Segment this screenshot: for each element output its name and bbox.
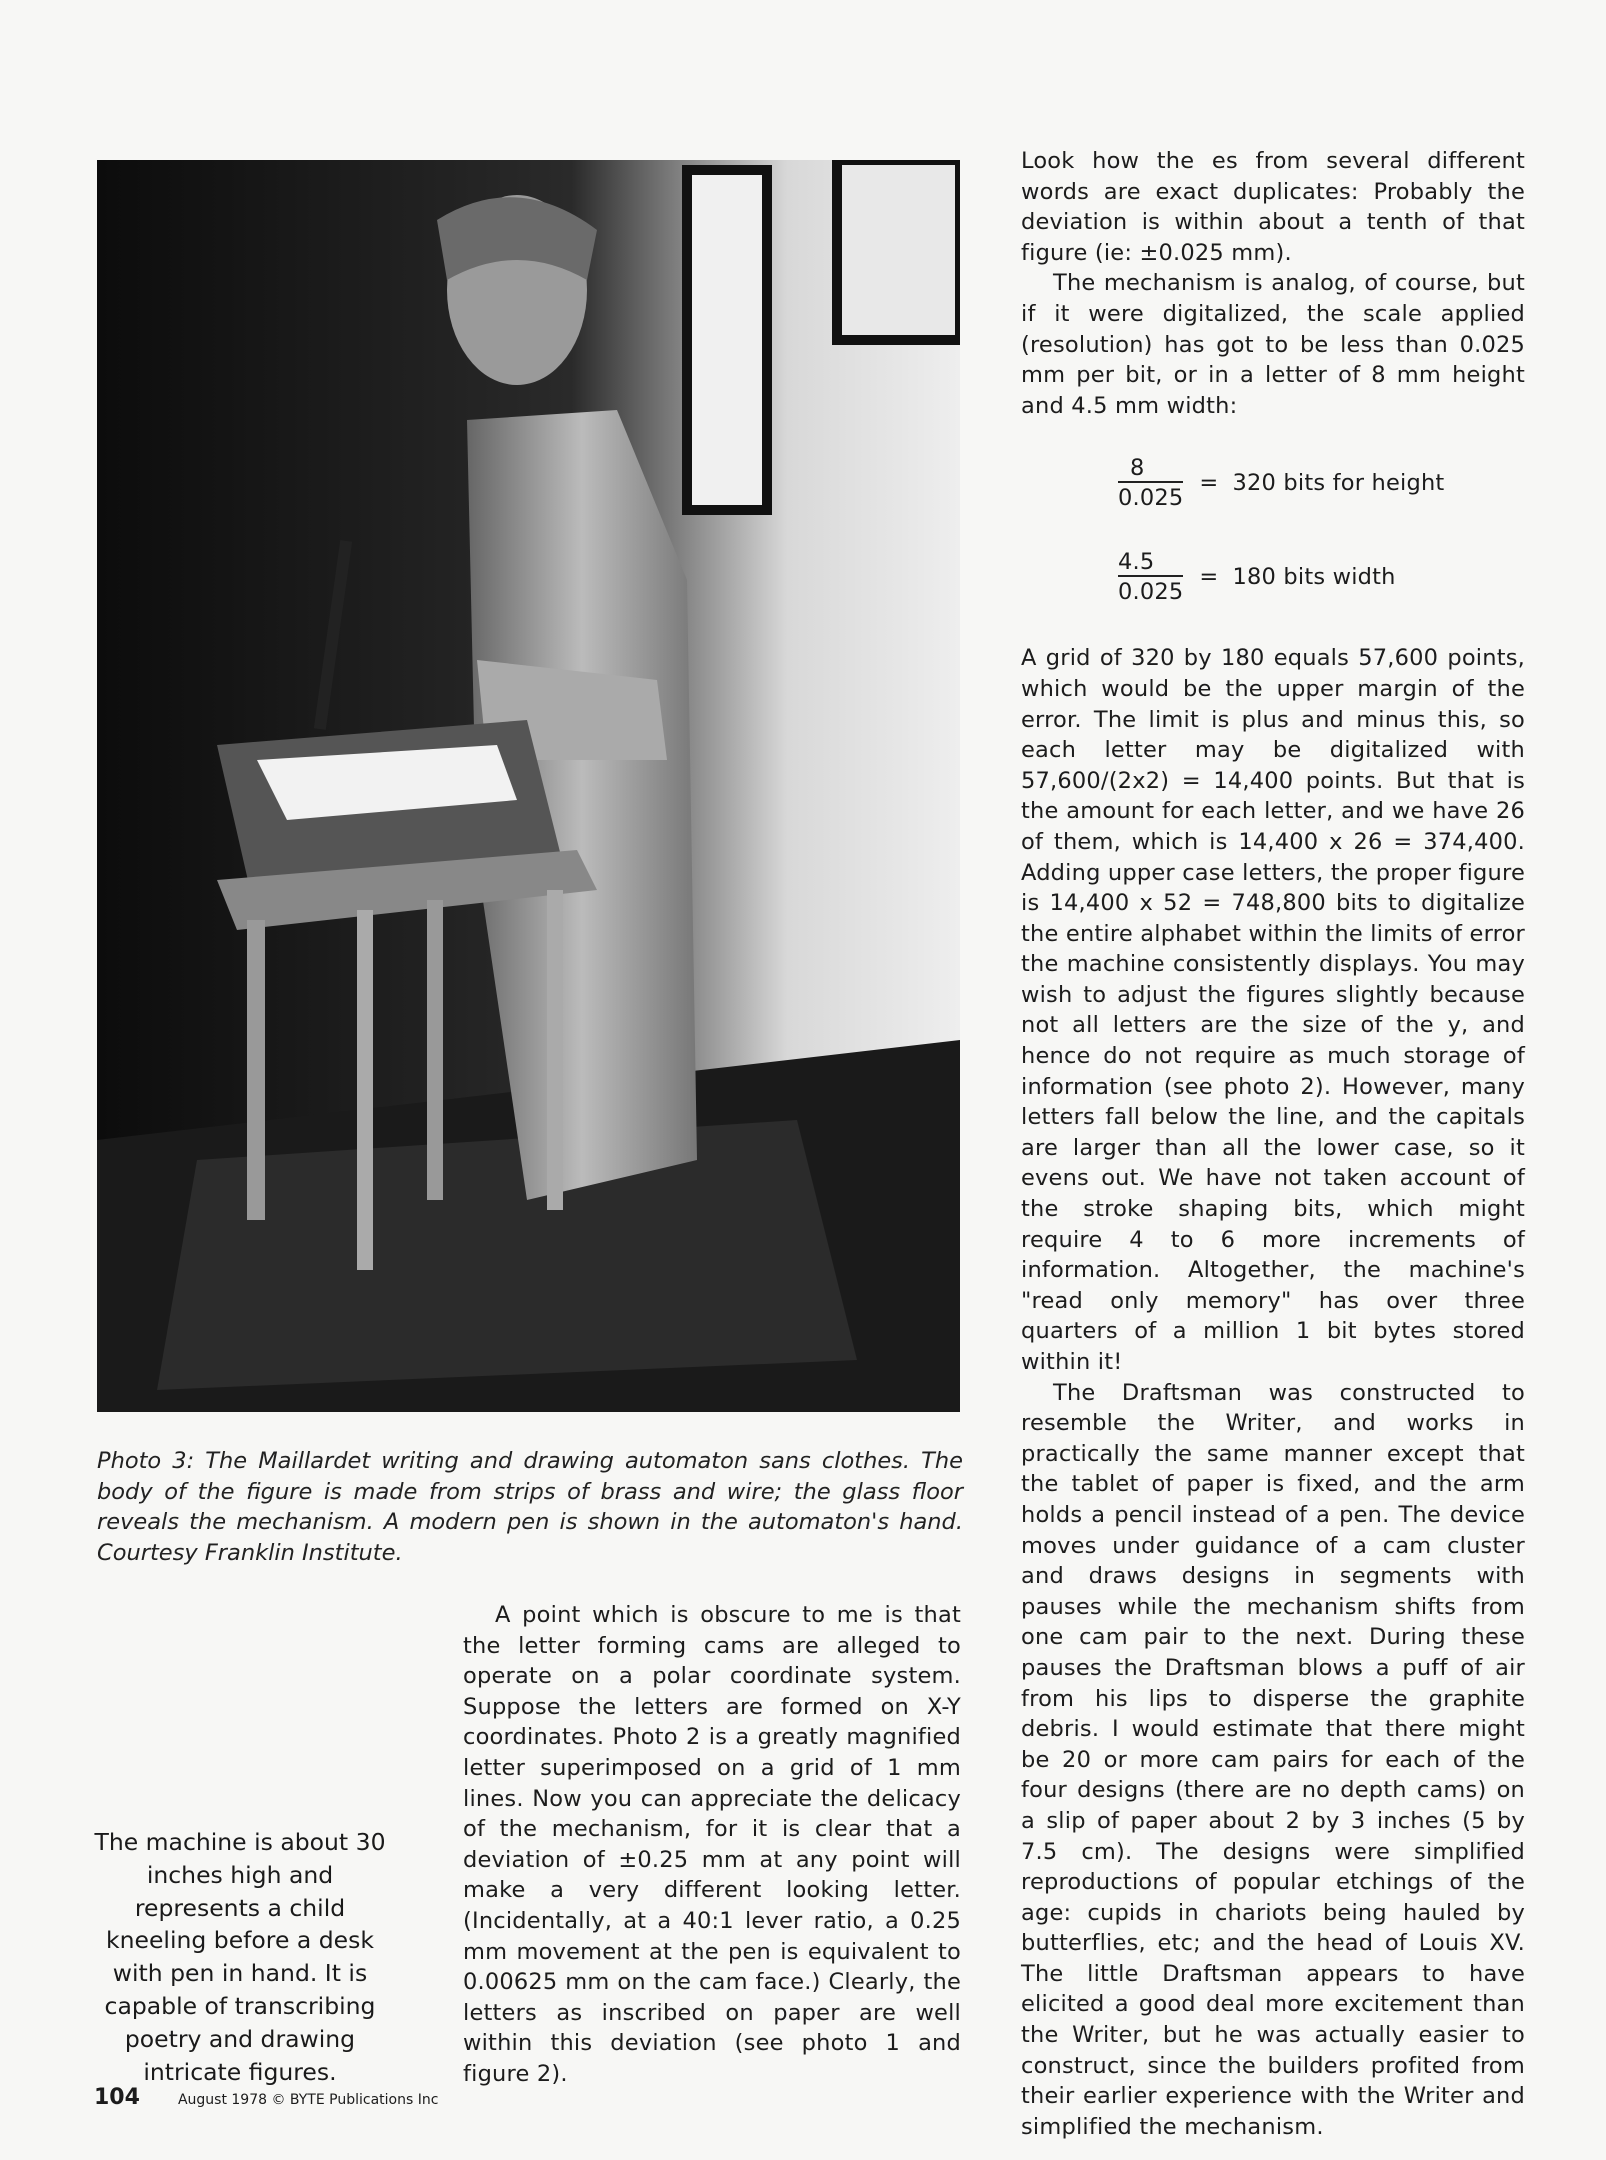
middle-column [463, 1600, 961, 2090]
copyright-credit: August 1978 © BYTE Publications Inc [177, 2092, 439, 2108]
numerator: 4.5 [1118, 549, 1155, 576]
body-paragraph: The mechanism is analog, of course, but if it were digitalized, the scale applied (resolution) has got to be less than 0.025 mm per bit, or in a letter of 8 mm height and 4.5 mm width: [1021, 270, 1525, 419]
denominator: 0.025 [1118, 575, 1183, 605]
formula-height [1118, 451, 1525, 515]
body-paragraph: Look how the es from several different words are exact duplicates: Probably the deviation is within about a tenth of that figure (ie: ±0.025 mm). [1021, 148, 1525, 266]
formula-result: 180 bits width [1232, 564, 1396, 591]
automaton-photo-icon [97, 160, 960, 1412]
denominator: 0.025 [1118, 481, 1183, 511]
body-paragraph: A point which is obscure to me is that the letter forming cams are alleged to operate on a polar coordinate system. Suppose the letters are formed on X-Y coordinates. Photo 2 is a greatly magnified letter superimposed on a grid of 1 mm lines. Now you can appreciate the delicacy of the mechanism, for it is clear that a deviation of ±0.25 mm at any point will make a very different looking letter. (Incidentally, at a 40:1 lever ratio, a 0.25 mm movement at the pen is equivalent to 0.00625 mm on the cam face.) Clearly, the letters as inscribed on paper are well within this deviation (see photo 1 and figure 2). [463, 1602, 961, 2087]
equals-sign: = [1199, 470, 1219, 497]
fraction [1118, 455, 1183, 511]
page-number: 104 [94, 2085, 140, 2110]
automaton-photo [97, 160, 960, 1412]
formula-result: 320 bits for height [1232, 470, 1445, 497]
right-column [1021, 146, 1525, 2142]
body-paragraph: A grid of 320 by 180 equals 57,600 points, which would be the upper margin of the error. The limit is plus and minus this, so each letter may be digitalized with 57,600/(2x2) = 14,400 points. But that is the amount for each letter, and we have 26 of them, which is 14,400 x 26 = 374,400. Adding upper case letters, the proper figure is 14,400 x 52 = 748,800 bits to digitalize the entire alphabet within the limits of error the machine consistently displays. You may wish to adjust the figures slightly because not all letters are the size of the y, and hence do not require as much storage of information (see photo 2). However, many letters fall below the line, and the capitals are larger than all the lower case, so it evens out. We have not taken account of the stroke shaping bits, which might require 4 to 6 more increments of information. Altogether, the machine's "read only memory" has over three quarters of a million 1 bit bytes stored within it! [1021, 645, 1525, 1375]
photo-caption: Photo 3: The Maillardet writing and drawing automaton sans clothes. The body of the figure is made from strips of brass and wire; the glass floor reveals the mechanism. A modern pen is shown in the automaton's hand. Courtesy Franklin Institute. [97, 1448, 963, 1566]
body-paragraph: The Draftsman was constructed to resemble the Writer, and works in practically the same manner except that the tablet of paper is fixed, and the arm holds a pencil instead of a pen. The device moves under guidance of a cam cluster and draws designs in segments with pauses while the mechanism shifts from one cam pair to the next. During these pauses the Draftsman blows a puff of air from his lips to disperse the graphite debris. I would estimate that there might be 20 or more cam pairs for each of the four designs (there are no depth cams) on a slip of paper about 2 by 3 inches (5 by 7.5 cm). The designs were simplified reproductions of popular etchings of the age: cupids in chariots being hauled by butterflies, etc; and the head of Louis XV. The little Draftsman appears to have elicited a good deal more excitement than the Writer, but he was actually easier to construct, since the builders profited from their earlier experience with the Writer and simplified the mechanism. [1021, 1379, 1525, 2140]
numerator: 8 [1130, 455, 1145, 482]
pull-quote: The machine is about 30 inches high and represents a child kneeling before a desk with pen in hand. It is capable of transcribing poetry and drawing intricate figures. [94, 1828, 386, 2086]
formula-width [1118, 545, 1525, 609]
page-footer [94, 2085, 438, 2110]
fraction [1118, 549, 1183, 605]
equals-sign: = [1199, 564, 1219, 591]
